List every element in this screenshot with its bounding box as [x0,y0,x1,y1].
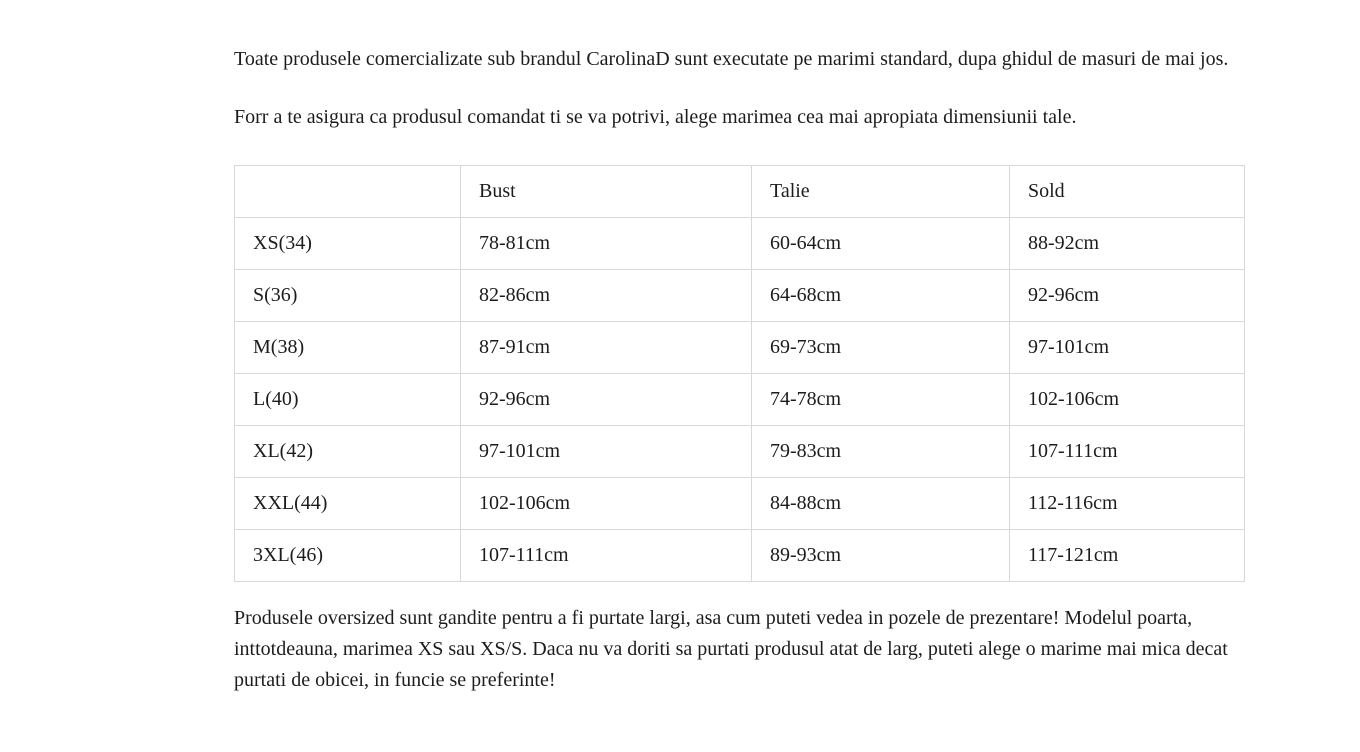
bust-value: 97-101cm [461,426,752,478]
table-header-row [235,166,1245,218]
sold-value: 107-111cm [1010,426,1245,478]
talie-value: 60-64cm [752,218,1010,270]
header-talie: Talie [752,166,1010,218]
table-row-l [235,374,1245,426]
header-size-empty [235,166,461,218]
intro-paragraph-standard-sizes: Toate produsele comercializate sub brandul CarolinaD sunt executate pe marimi standard, dupa ghidul de masuri de mai jos. [234,48,1229,70]
talie-value: 79-83cm [752,426,1010,478]
talie-value: 84-88cm [752,478,1010,530]
sold-value: 112-116cm [1010,478,1245,530]
header-bust: Bust [461,166,752,218]
talie-value: 64-68cm [752,270,1010,322]
bust-value: 107-111cm [461,530,752,582]
sold-value: 117-121cm [1010,530,1245,582]
sold-value: 102-106cm [1010,374,1245,426]
oversized-note-paragraph: Produsele oversized sunt gandite pentru a fi purtate largi, asa cum puteti vedea in pozele de prezentare! Modelul poarta, inttotdeauna, marimea XS sau XS/S. Daca nu va doriti sa purtati produsul atat de larg, puteti alege o marime mai mica decat purtati de obicei, in funcie se preferinte! [234,607,1228,691]
table-row-xs [235,218,1245,270]
table-row-xl [235,426,1245,478]
table-row-s [235,270,1245,322]
size-label: XS(34) [235,218,461,270]
size-label: L(40) [235,374,461,426]
size-label: XL(42) [235,426,461,478]
size-label: 3XL(46) [235,530,461,582]
bust-value: 92-96cm [461,374,752,426]
size-label: S(36) [235,270,461,322]
size-guide-page [234,0,1244,696]
bust-value: 102-106cm [461,478,752,530]
table-row-3xl [235,530,1245,582]
sold-value: 97-101cm [1010,322,1245,374]
sold-value: 92-96cm [1010,270,1245,322]
talie-value: 89-93cm [752,530,1010,582]
bust-value: 87-91cm [461,322,752,374]
bust-value: 82-86cm [461,270,752,322]
intro-paragraph-choose-size: Forr a te asigura ca produsul comandat ti se va potrivi, alege marimea cea mai apropiata dimensiunii tale. [234,106,1077,128]
sold-value: 88-92cm [1010,218,1245,270]
size-label: M(38) [235,322,461,374]
table-row-xxl [235,478,1245,530]
table-row-m [235,322,1245,374]
size-label: XXL(44) [235,478,461,530]
talie-value: 69-73cm [752,322,1010,374]
bust-value: 78-81cm [461,218,752,270]
size-guide-table [234,165,1245,582]
header-sold: Sold [1010,166,1245,218]
talie-value: 74-78cm [752,374,1010,426]
